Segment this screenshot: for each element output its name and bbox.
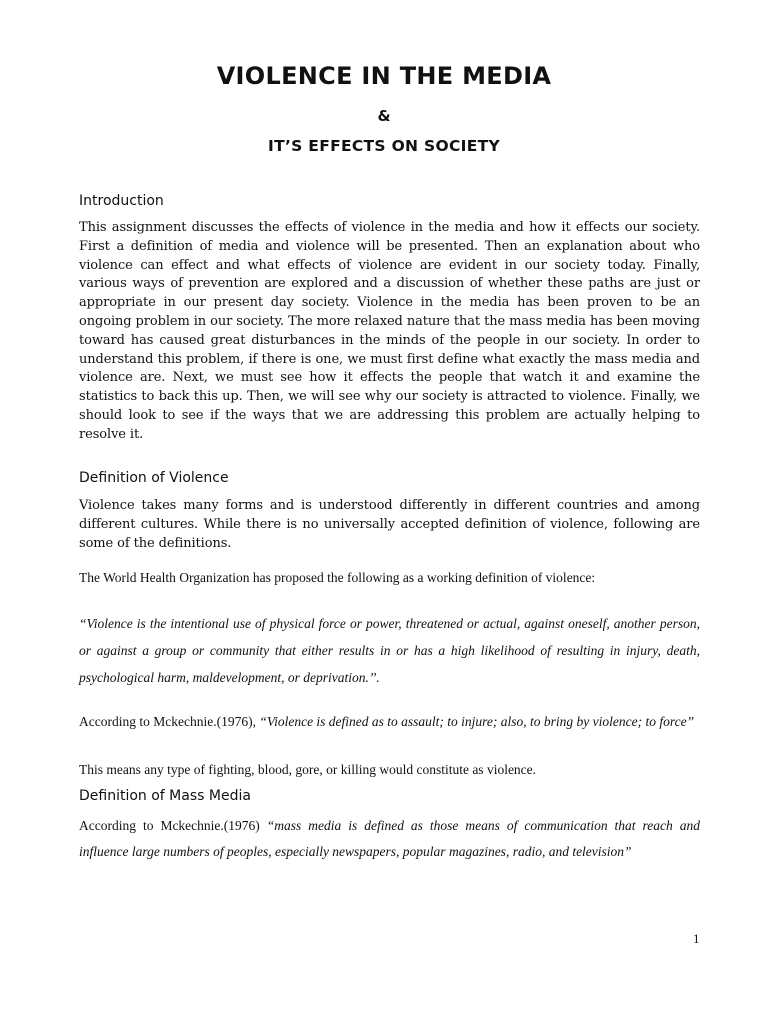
page-number: 1: [693, 931, 700, 946]
violence-meaning-paragraph: This means any type of fighting, blood, gore, or killing would constitute as violence.: [79, 762, 537, 777]
mckechnie-violence-quote: “Violence is defined as to assault; to injure; also, to bring by violence; to force”: [259, 714, 695, 729]
introduction-paragraph: This assignment discusses the effects of violence in the media and how it effects our society. First a definition of media and violence will be presented. Then an explanation about who violence can effect and what effects of violence are evident in our society today. Finally, various ways of prevention are explored and a discussion of whether these paths are just or appropriate in our present day society. Violence in the media has been proven to be an ongoing problem in our society. The more relaxed nature that the mass media has been moving toward has caused great disturbances in the minds of the people in our society. In order to understand this problem, if there is one, we must first define what exactly the mass media and violence are. Next, we must see how it effects the people that watch it and examine the statistics to back this up. Then, we will see why our society is attracted to violence. Finally, we should look to see if the ways that we are addressing this problem are actually helping to resolve it.: [79, 220, 700, 442]
title-ampersand: &: [377, 107, 391, 125]
mckechnie-media-paragraph: [79, 813, 700, 865]
document-subtitle: IT’S EFFECTS ON SOCIETY: [268, 137, 500, 155]
mckechnie-violence-prefix: According to Mckechnie.(1976),: [79, 714, 260, 729]
mckechnie-media-quote: “mass media is defined as those means of communication that reach and influence large numbers of peoples, especially newspapers, popular magazines, radio, and television”: [79, 818, 700, 859]
violence-forms-paragraph: Violence takes many forms and is understood differently in different countries and among different cultures. While there is no universally accepted definition of violence, following are some of the definitions.: [79, 498, 700, 551]
introduction-heading: Introduction: [79, 193, 164, 209]
document-title: VIOLENCE IN THE MEDIA: [216, 62, 552, 90]
definition-mass-media-heading: Definition of Mass Media: [79, 788, 251, 804]
who-definition-intro: The World Health Organization has proposed the following as a working definition of violence:: [79, 570, 596, 585]
who-definition-quote: “Violence is the intentional use of physical force or power, threatened or actual, against oneself, another person, or against a group or community that either results in or has a high likelihood of resulting in injury, death, psychological harm, maldevelopment, or deprivation.’’.: [79, 616, 700, 685]
mckechnie-violence-paragraph: [79, 708, 700, 735]
mckechnie-media-prefix: According to Mckechnie.(1976): [79, 818, 267, 833]
definition-violence-heading: Definition of Violence: [79, 470, 229, 486]
